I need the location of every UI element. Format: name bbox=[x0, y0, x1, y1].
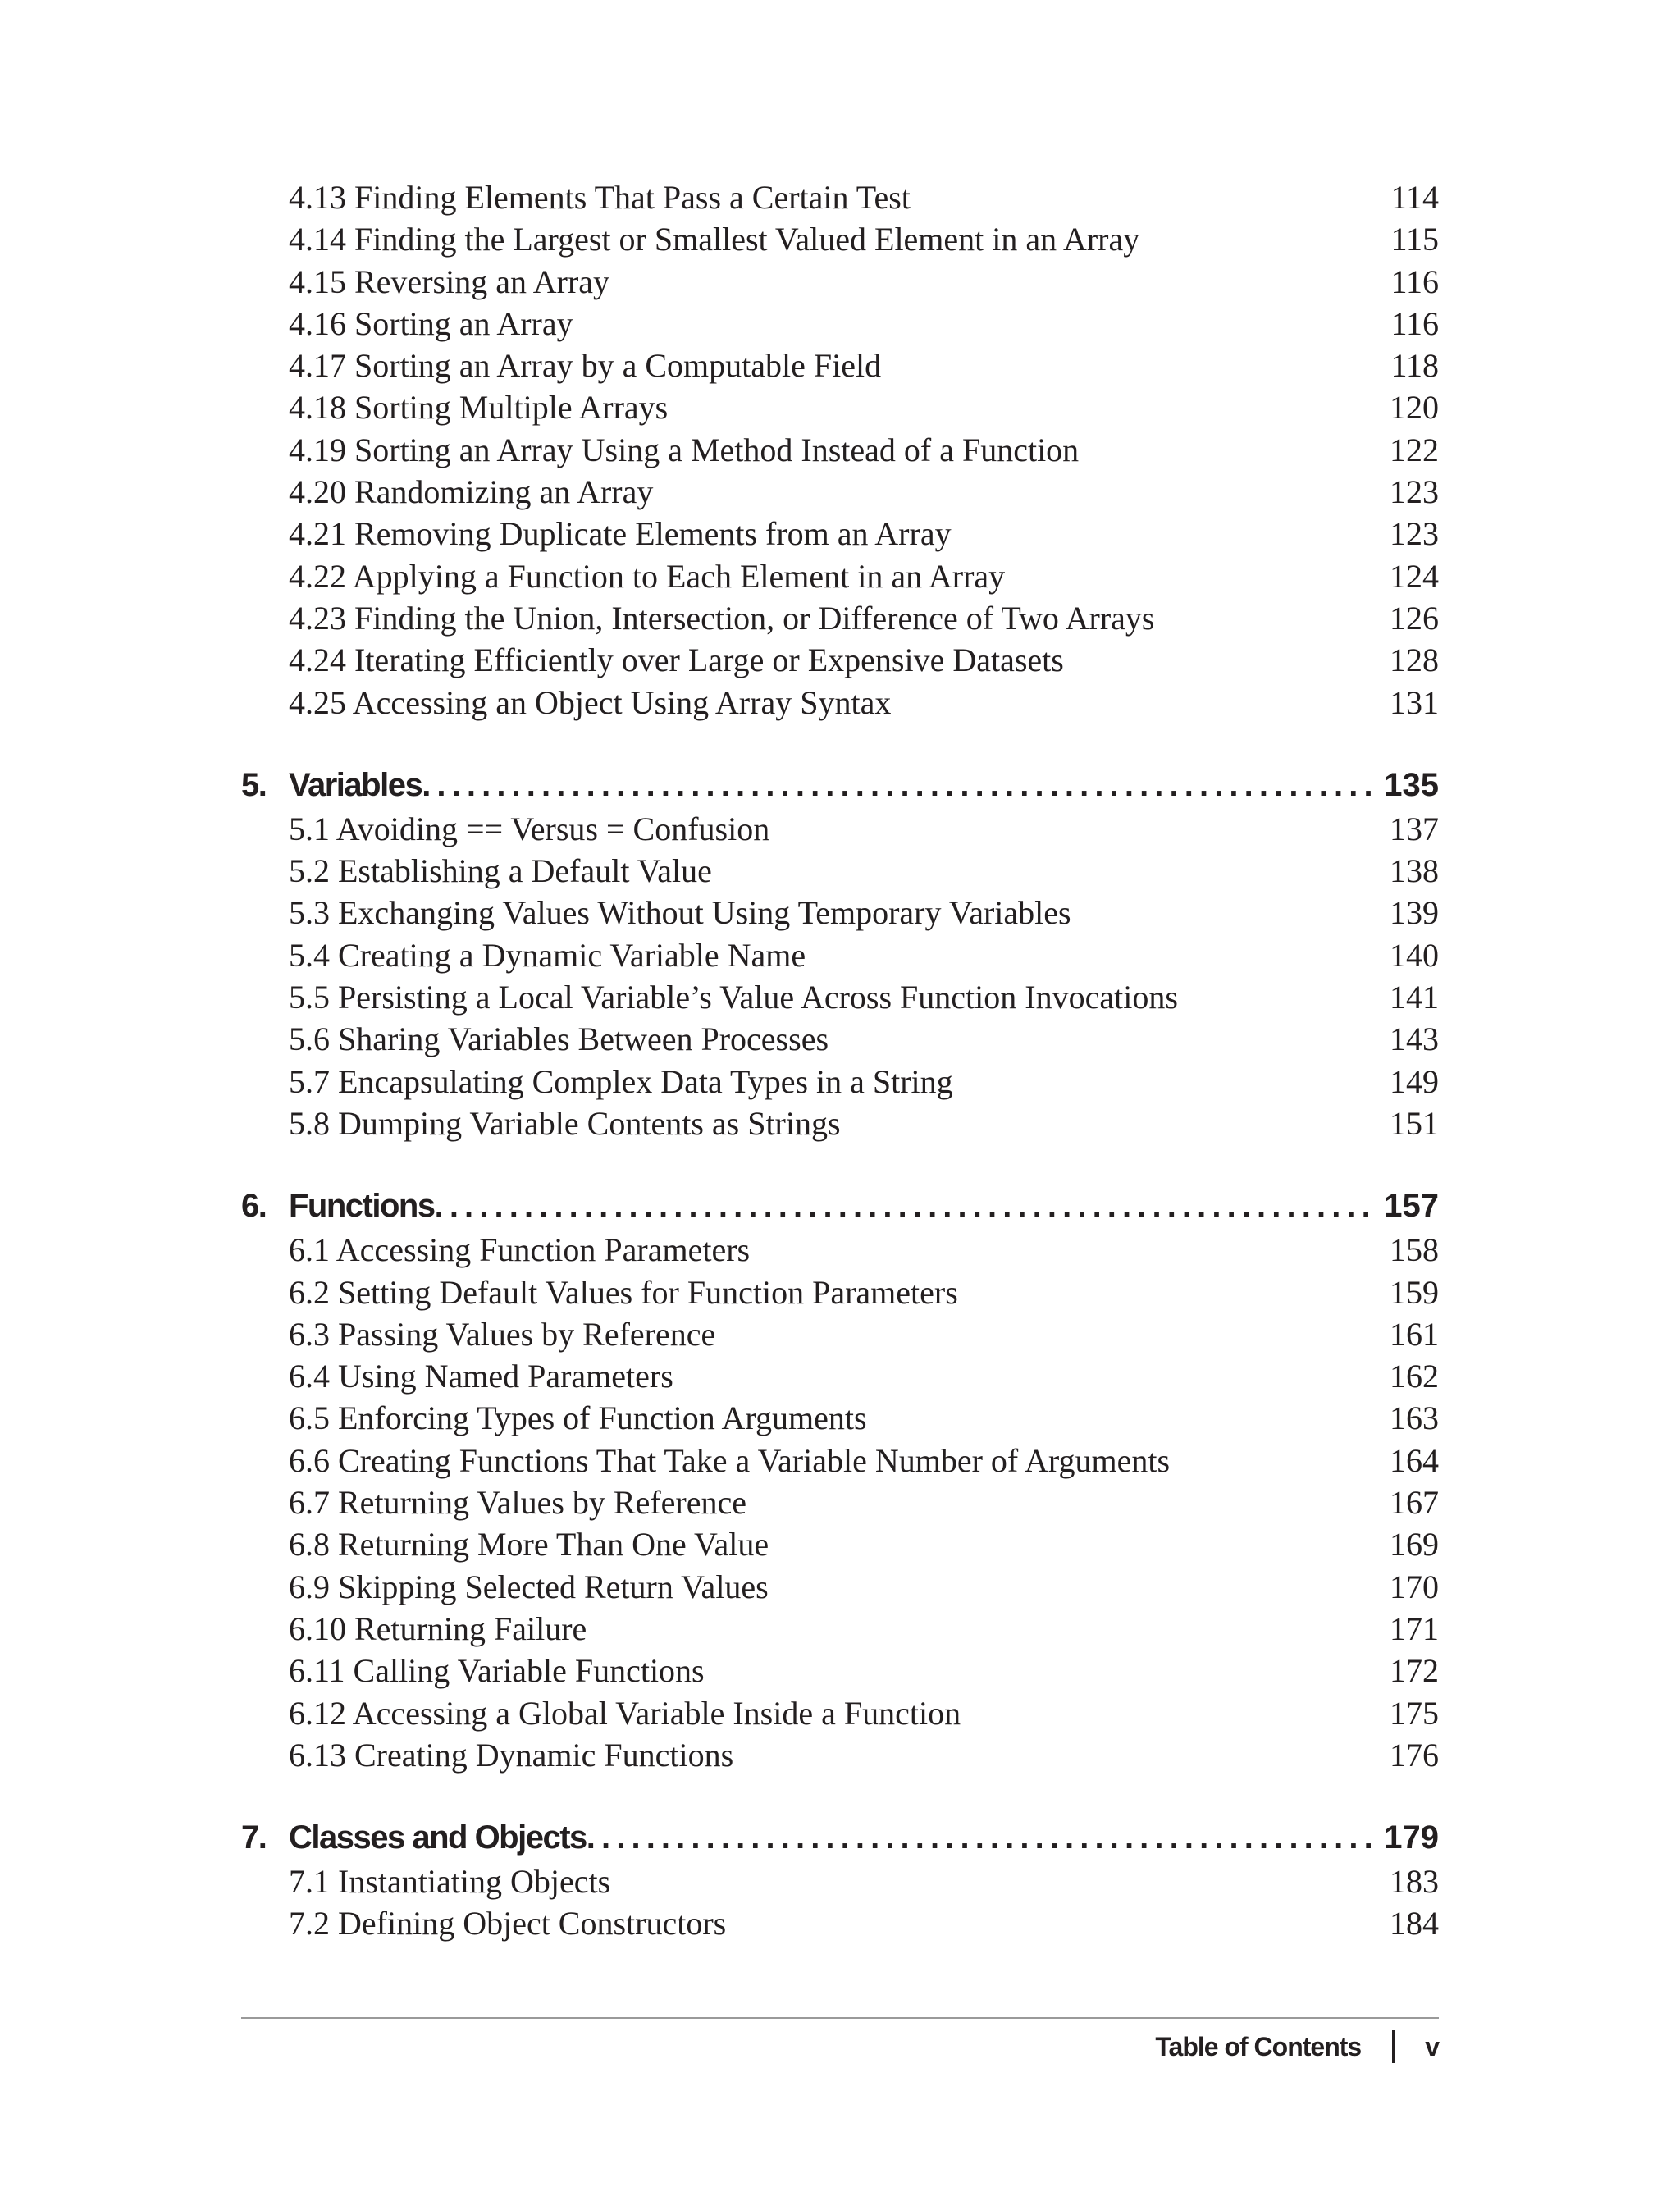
section-page-number: 159 bbox=[1390, 1273, 1439, 1311]
toc-section-entry[interactable] bbox=[241, 1566, 1439, 1608]
toc-section-entry[interactable] bbox=[241, 1229, 1439, 1271]
dot-leader bbox=[435, 1183, 1378, 1229]
section-page-number: 143 bbox=[1390, 1020, 1439, 1058]
toc-section-entry[interactable] bbox=[241, 1523, 1439, 1565]
section-title: 4.14 Finding the Largest or Smallest Valued Element in an Array bbox=[289, 221, 1140, 258]
toc-section-entry[interactable] bbox=[241, 1860, 1439, 1902]
toc-section-entry[interactable] bbox=[241, 934, 1439, 976]
section-page-number: 171 bbox=[1390, 1609, 1439, 1647]
toc-section-entry[interactable] bbox=[241, 1692, 1439, 1734]
section-title: 6.7 Returning Values by Reference bbox=[289, 1484, 746, 1522]
section-page-number: 162 bbox=[1390, 1358, 1439, 1395]
section-title: 4.23 Finding the Union, Intersection, or Difference of Two Arrays bbox=[289, 599, 1155, 637]
section-page-number: 175 bbox=[1390, 1694, 1439, 1732]
toc-section-entry[interactable] bbox=[241, 1102, 1439, 1144]
section-title: 4.13 Finding Elements That Pass a Certain Test bbox=[289, 179, 911, 216]
toc-section-entry[interactable] bbox=[241, 1481, 1439, 1523]
section-page-number: 158 bbox=[1390, 1231, 1439, 1269]
toc-section-entry[interactable] bbox=[241, 386, 1439, 428]
toc-section-entry[interactable] bbox=[241, 808, 1439, 850]
section-title: 5.2 Establishing a Default Value bbox=[289, 852, 712, 890]
section-title: 4.15 Reversing an Array bbox=[289, 262, 610, 300]
section-page-number: 170 bbox=[1390, 1568, 1439, 1605]
section-title: 7.2 Defining Object Constructors bbox=[289, 1905, 727, 1942]
section-page-number: 137 bbox=[1390, 810, 1439, 847]
toc-section-entry[interactable] bbox=[241, 682, 1439, 724]
section-title: 4.16 Sorting an Array bbox=[289, 304, 573, 342]
section-page-number: 120 bbox=[1390, 389, 1439, 427]
section-title: 4.18 Sorting Multiple Arrays bbox=[289, 389, 669, 427]
chapter-page-number: 157 bbox=[1384, 1188, 1439, 1225]
toc-section-entry[interactable] bbox=[241, 1313, 1439, 1355]
section-page-number: 123 bbox=[1390, 515, 1439, 553]
section-page-number: 126 bbox=[1390, 599, 1439, 637]
section-page-number: 163 bbox=[1390, 1399, 1439, 1437]
section-page-number: 122 bbox=[1390, 431, 1439, 468]
toc-section-entry[interactable] bbox=[241, 1734, 1439, 1776]
section-title: 5.1 Avoiding == Versus = Confusion bbox=[289, 810, 770, 847]
toc-section-entry[interactable] bbox=[241, 976, 1439, 1018]
section-page-number: 124 bbox=[1390, 557, 1439, 595]
toc-section-entry[interactable] bbox=[241, 1440, 1439, 1481]
section-title: 6.12 Accessing a Global Variable Inside a Function bbox=[289, 1694, 961, 1732]
section-title: 5.6 Sharing Variables Between Processes bbox=[289, 1020, 829, 1058]
toc-section-entry[interactable] bbox=[241, 218, 1439, 260]
section-title: 5.3 Exchanging Values Without Using Temporary Variables bbox=[289, 894, 1071, 932]
toc-section-entry[interactable] bbox=[241, 597, 1439, 639]
dot-leader bbox=[587, 1815, 1377, 1860]
section-title: 6.6 Creating Functions That Take a Variable Number of Arguments bbox=[289, 1441, 1171, 1479]
section-page-number: 149 bbox=[1390, 1062, 1439, 1100]
chapter-page-number: 179 bbox=[1384, 1819, 1439, 1856]
section-title: 4.19 Sorting an Array Using a Method Instead of a Function bbox=[289, 431, 1080, 468]
section-page-number: 167 bbox=[1390, 1484, 1439, 1522]
section-title: 5.8 Dumping Variable Contents as Strings bbox=[289, 1104, 841, 1142]
section-page-number: 118 bbox=[1390, 347, 1439, 385]
section-title: 6.3 Passing Values by Reference bbox=[289, 1315, 716, 1353]
section-page-number: 114 bbox=[1390, 179, 1439, 216]
chapter-number: 6. bbox=[241, 1188, 267, 1225]
section-title: 6.1 Accessing Function Parameters bbox=[289, 1231, 751, 1269]
section-title: 6.11 Calling Variable Functions bbox=[289, 1652, 705, 1690]
section-title: 7.1 Instantiating Objects bbox=[289, 1863, 611, 1901]
chapter-entry[interactable] bbox=[241, 1183, 1439, 1229]
toc-section-entry[interactable] bbox=[241, 1355, 1439, 1397]
chapter-title: Classes and Objects bbox=[289, 1819, 587, 1856]
section-title: 6.10 Returning Failure bbox=[289, 1609, 587, 1647]
page-footer bbox=[1155, 2030, 1439, 2063]
section-page-number: 139 bbox=[1390, 894, 1439, 932]
section-page-number: 123 bbox=[1390, 473, 1439, 511]
toc-section-entry[interactable] bbox=[241, 176, 1439, 218]
section-page-number: 128 bbox=[1390, 641, 1439, 679]
section-title: 6.8 Returning More Than One Value bbox=[289, 1526, 769, 1564]
section-page-number: 138 bbox=[1390, 852, 1439, 890]
section-page-number: 115 bbox=[1390, 221, 1439, 258]
dot-leader bbox=[422, 762, 1377, 808]
section-title: 4.20 Randomizing an Array bbox=[289, 473, 654, 511]
toc-section-entry[interactable] bbox=[241, 892, 1439, 934]
section-page-number: 169 bbox=[1390, 1526, 1439, 1564]
chapter-number: 5. bbox=[241, 766, 267, 803]
section-page-number: 176 bbox=[1390, 1736, 1439, 1774]
chapter-entry[interactable] bbox=[241, 1815, 1439, 1860]
section-page-number: 141 bbox=[1390, 979, 1439, 1016]
footer-divider bbox=[241, 2017, 1439, 2019]
section-page-number: 184 bbox=[1390, 1905, 1439, 1942]
toc-section-entry[interactable] bbox=[241, 1608, 1439, 1650]
section-title: 4.25 Accessing an Object Using Array Syntax bbox=[289, 683, 892, 721]
section-title: 5.7 Encapsulating Complex Data Types in a String bbox=[289, 1062, 953, 1100]
section-page-number: 140 bbox=[1390, 936, 1439, 974]
section-title: 5.4 Creating a Dynamic Variable Name bbox=[289, 936, 806, 974]
toc-section-entry[interactable] bbox=[241, 639, 1439, 681]
section-page-number: 151 bbox=[1390, 1104, 1439, 1142]
chapter-title: Variables bbox=[289, 766, 422, 803]
toc-section-entry[interactable] bbox=[241, 1397, 1439, 1439]
section-title: 4.17 Sorting an Array by a Computable Field bbox=[289, 347, 882, 385]
chapter-title: Functions bbox=[289, 1188, 435, 1225]
section-title: 4.22 Applying a Function to Each Element in an Array bbox=[289, 557, 1006, 595]
section-page-number: 172 bbox=[1390, 1652, 1439, 1690]
toc-section-entry[interactable] bbox=[241, 471, 1439, 513]
toc-section-entry[interactable] bbox=[241, 1018, 1439, 1060]
toc-section-entry[interactable] bbox=[241, 850, 1439, 892]
chapter-number: 7. bbox=[241, 1819, 267, 1856]
section-page-number: 116 bbox=[1390, 262, 1439, 300]
section-page-number: 116 bbox=[1390, 304, 1439, 342]
section-page-number: 161 bbox=[1390, 1315, 1439, 1353]
section-title: 5.5 Persisting a Local Variable’s Value Across Function Invocations bbox=[289, 979, 1178, 1016]
table-of-contents bbox=[241, 176, 1439, 1945]
toc-section-entry[interactable] bbox=[241, 1271, 1439, 1313]
section-title: 4.21 Removing Duplicate Elements from an Array bbox=[289, 515, 952, 553]
toc-section-entry[interactable] bbox=[241, 1650, 1439, 1691]
section-page-number: 164 bbox=[1390, 1441, 1439, 1479]
toc-section-entry[interactable] bbox=[241, 555, 1439, 597]
section-title: 6.13 Creating Dynamic Functions bbox=[289, 1736, 734, 1774]
chapter-entry[interactable] bbox=[241, 762, 1439, 808]
toc-section-entry[interactable] bbox=[241, 261, 1439, 303]
toc-section-entry[interactable] bbox=[241, 513, 1439, 555]
section-page-number: 183 bbox=[1390, 1863, 1439, 1901]
section-title: 6.4 Using Named Parameters bbox=[289, 1358, 673, 1395]
chapter-page-number: 135 bbox=[1384, 766, 1439, 803]
toc-section-entry[interactable] bbox=[241, 303, 1439, 345]
footer-separator bbox=[1392, 2030, 1395, 2063]
section-page-number: 131 bbox=[1390, 683, 1439, 721]
toc-section-entry[interactable] bbox=[241, 429, 1439, 471]
toc-section-entry[interactable] bbox=[241, 1061, 1439, 1102]
section-title: 6.9 Skipping Selected Return Values bbox=[289, 1568, 769, 1605]
footer-label: Table of Contents bbox=[1155, 2031, 1362, 2061]
toc-section-entry[interactable] bbox=[241, 345, 1439, 386]
footer-page-number: v bbox=[1425, 2031, 1439, 2061]
section-title: 4.24 Iterating Efficiently over Large or Expensive Datasets bbox=[289, 641, 1064, 679]
section-title: 6.5 Enforcing Types of Function Arguments bbox=[289, 1399, 867, 1437]
toc-section-entry[interactable] bbox=[241, 1902, 1439, 1944]
section-title: 6.2 Setting Default Values for Function Parameters bbox=[289, 1273, 958, 1311]
